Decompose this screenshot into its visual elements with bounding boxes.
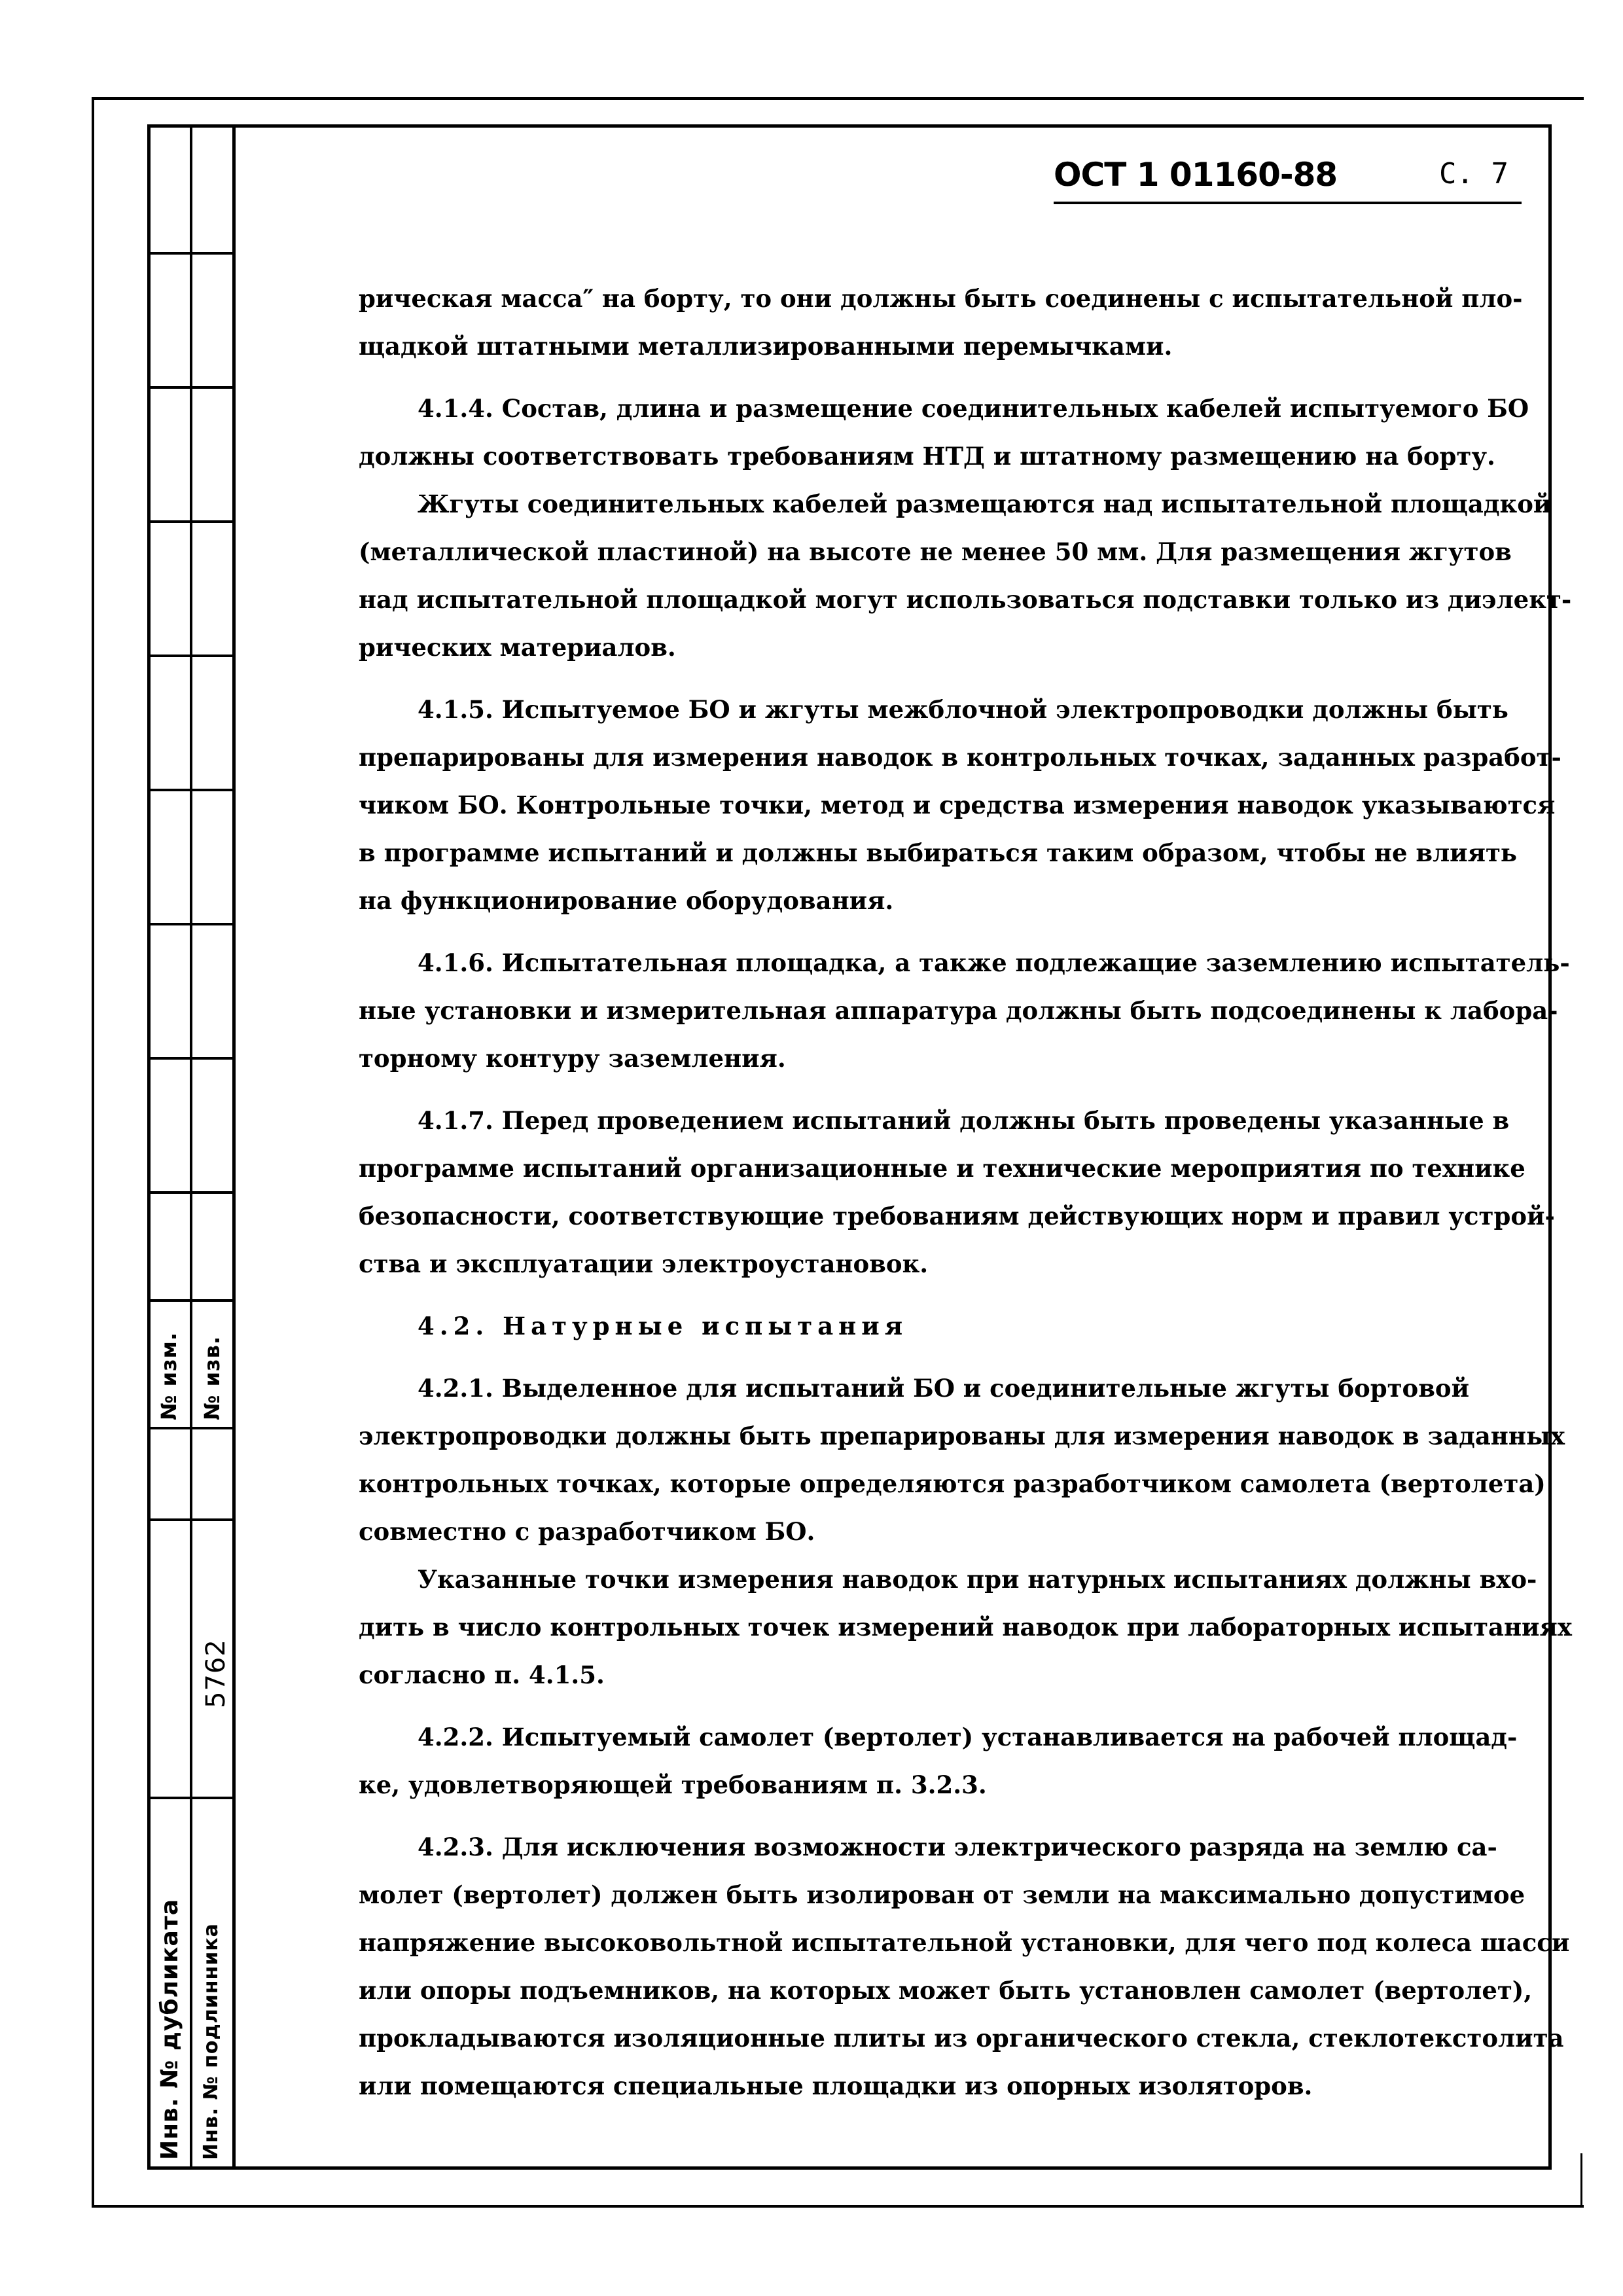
text-line: 4.1.6. Испытательная площадка, а также подлежащие заземлению испытатель- [418,948,1570,977]
document-code: ОСТ 1 01160-88 [1054,156,1338,194]
stamp-inv-podl-value: 5762 [201,1639,231,1708]
page-header [1054,156,1522,202]
stamp-izm-label: № изм. [156,1332,181,1420]
stamp-row-divider [147,252,236,255]
stamp-row-divider [147,1518,236,1521]
stamp-row-divider [147,1299,236,1302]
text-line: препарированы для измерения наводок в контрольных точках, заданных разработ- [359,743,1561,772]
text-line: 4.1.4. Состав, длина и размещение соединительных кабелей испытуемого БО [418,394,1529,423]
stamp-izv-label: № изв. [200,1335,224,1420]
text-line: напряжение высоковольтной испытательной установки, для чего под колеса шасси [359,1928,1570,1957]
header-underline [1054,202,1522,204]
stamp-row-divider [147,655,236,657]
text-line: молет (вертолет) должен быть изолирован от земли на максимально допустимое [359,1880,1525,1909]
paragraph [359,686,1561,925]
text-line: рическая масса″ на борту, то они должны быть соединены с испытательной пло- [359,284,1523,313]
text-line: щадкой штатными металлизированными перемычками. [359,332,1173,361]
text-line: ке, удовлетворяющей требованиям п. 3.2.3. [359,1770,987,1799]
text-line: программе испытаний организационные и технические мероприятия по технике [359,1154,1525,1183]
outer-right-tick [1580,2153,1582,2208]
page-number: С. 7 [1439,157,1508,190]
stamp-row-divider [147,789,236,791]
text-line: прокладываются изоляционные плиты из органического стекла, стеклотекстолита [359,2024,1564,2053]
outer-bottom-rule [92,2205,1584,2208]
text-line: согласно п. 4.1.5. [359,1660,605,1689]
text-line: (металлической пластиной) на высоте не менее 50 мм. Для размещения жгутов [359,537,1512,566]
text-line: 4.2. Натурные испытания [418,1312,908,1340]
text-line: электропроводки должны быть препарированы для измерения наводок в заданных [359,1422,1565,1450]
paragraph [359,1556,1572,1699]
document-body [359,275,1572,2110]
paragraph [359,480,1572,672]
text-line: 4.2.3. Для исключения возможности электрического разряда на землю са- [418,1833,1497,1861]
text-line: рических материалов. [359,633,676,662]
text-line: в программе испытаний и должны выбираться таким образом, чтобы не влиять [359,838,1517,867]
outer-left-rule [92,97,94,2208]
outer-top-rule [92,97,1584,100]
stamp-inv-podl-label: Инв. № подлинника [200,1923,223,2160]
text-line: ства и эксплуатации электроустановок. [359,1249,929,1278]
stamp-row-divider [147,386,236,389]
paragraph [359,1365,1565,1556]
text-line: 4.2.2. Испытуемый самолет (вертолет) устанавливается на рабочей площад- [418,1723,1518,1751]
stamp-column-divider [190,124,192,2170]
paragraph [359,275,1523,370]
text-line: 4.2.1. Выделенное для испытаний БО и соединительные жгуты бортовой [418,1374,1470,1403]
section-heading [359,1302,1497,1350]
stamp-row-divider [147,1427,236,1429]
stamp-strip [147,124,236,2170]
text-line: на функционирование оборудования. [359,886,894,915]
text-line: совместно с разработчиком БО. [359,1517,815,1546]
paragraph [359,939,1570,1083]
text-line: чиком БО. Контрольные точки, метод и средства измерения наводок указываются [359,791,1556,819]
paragraph [359,1713,1518,1809]
text-line: или помещаются специальные площадки из опорных изоляторов. [359,2072,1313,2100]
stamp-row-divider [147,1191,236,1194]
stamp-column-divider [232,124,236,2170]
text-line: Жгуты соединительных кабелей размещаются над испытательной площадкой [418,490,1552,518]
paragraph [359,1823,1570,2110]
text-line: торному контуру заземления. [359,1044,786,1073]
text-line: безопасности, соответствующие требованиям действующих норм и правил устрой- [359,1202,1555,1230]
text-line: дить в число контрольных точек измерений наводок при лабораторных испытаниях [359,1613,1572,1641]
stamp-row-divider [147,1057,236,1060]
paragraph [359,385,1529,480]
stamp-inv-dubl-label: Инв. № дубликата [156,1899,183,2160]
text-line: ные установки и измерительная аппаратура должны быть подсоединены к лабора- [359,996,1558,1025]
stamp-row-divider [147,923,236,925]
text-line: над испытательной площадкой могут использоваться подставки только из диэлект- [359,585,1572,614]
paragraph [359,1097,1555,1288]
stamp-row-divider [147,1797,236,1799]
text-line: или опоры подъемников, на которых может быть установлен самолет (вертолет), [359,1976,1533,2005]
text-line: должны соответствовать требованиям НТД и штатному размещению на борту. [359,442,1495,471]
text-line: контрольных точках, которые определяются разработчиком самолета (вертолета) [359,1469,1546,1498]
stamp-row-divider [147,520,236,523]
text-line: Указанные точки измерения наводок при натурных испытаниях должны вхо- [418,1565,1537,1594]
text-line: 4.1.5. Испытуемое БО и жгуты межблочной электропроводки должны быть [418,695,1508,724]
text-line: 4.1.7. Перед проведением испытаний должны быть проведены указанные в [418,1106,1510,1135]
